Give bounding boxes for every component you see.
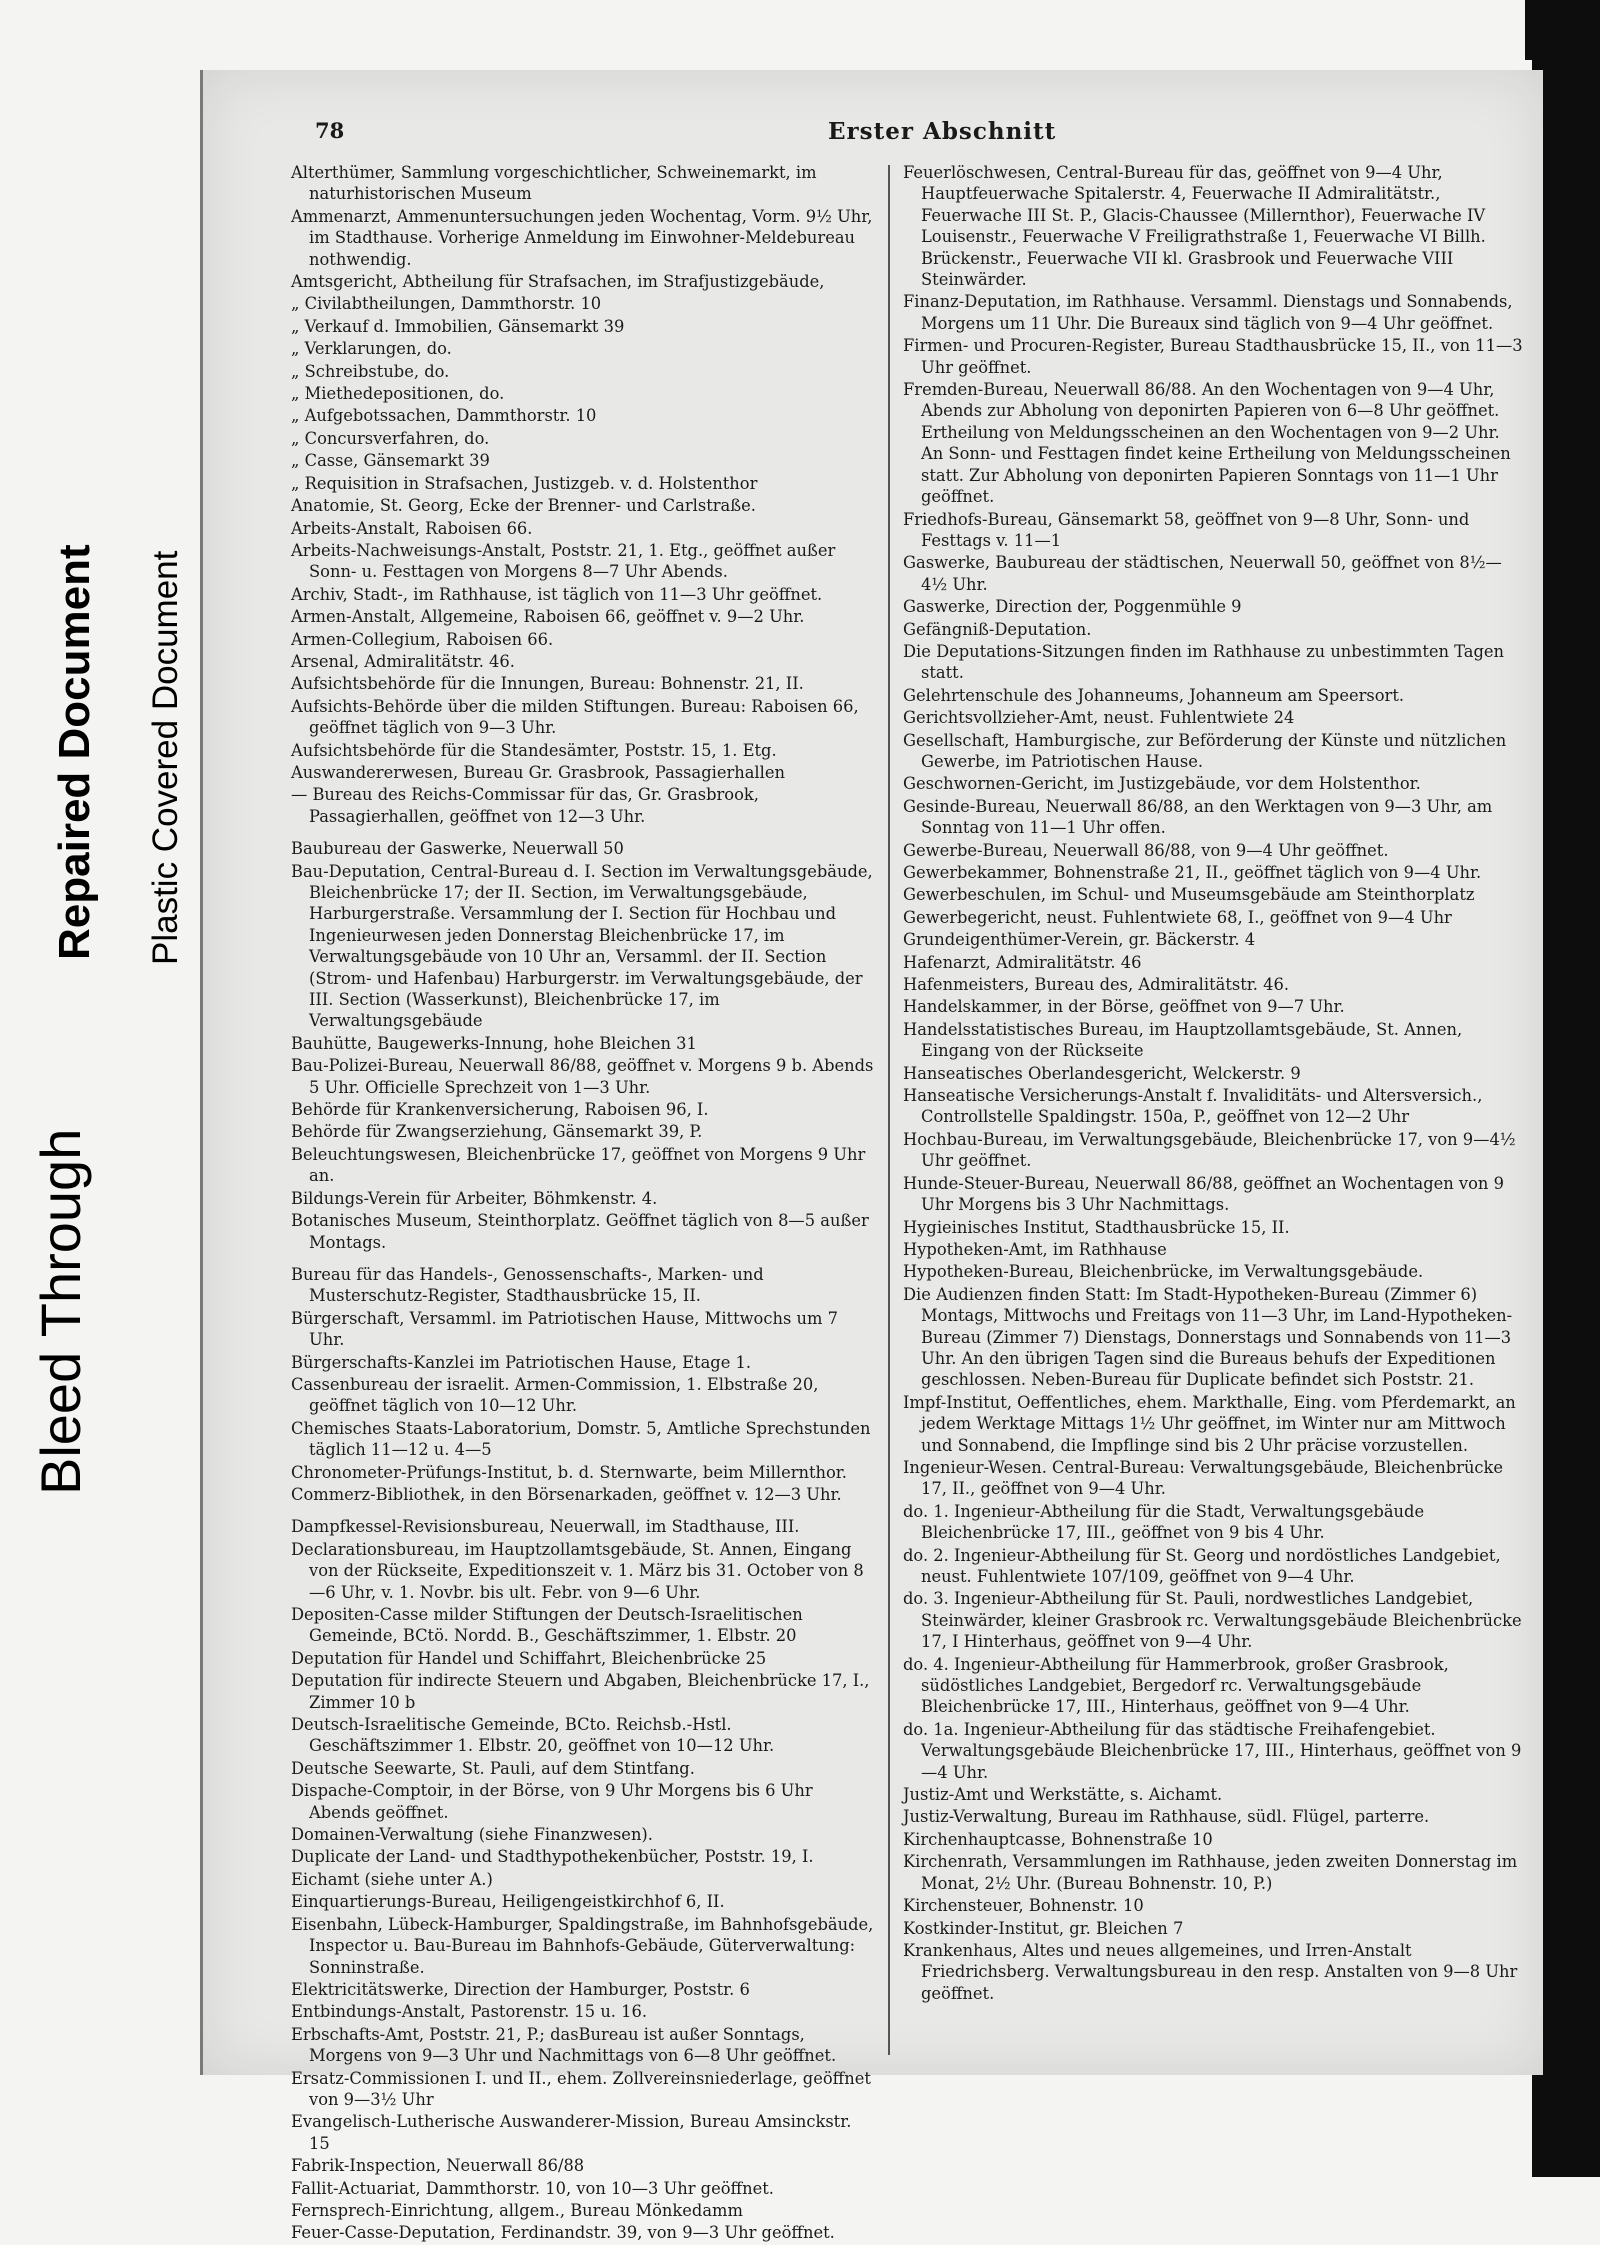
directory-entry: Gefängniß-Deputation. <box>903 619 1092 639</box>
directory-entry: Baubureau der Gaswerke, Neuerwall 50 <box>291 839 624 859</box>
directory-entry: do. 3. Ingenieur-Abtheilung für St. Pauli, nordwestliches Landgebiet, Steinwärder, kleiner Grasbrook rc. Verwaltungsgebäude Bleichenbrücke 17, I Hinterhaus, geöffnet von 9—4 Uhr. <box>903 1589 1522 1652</box>
directory-entry: do. 2. Ingenieur-Abtheilung für St. Georg und nordöstliches Landgebiet, neust. Fuhlentwiete 107/109, geöffnet von 9—4 Uhr. <box>903 1545 1501 1586</box>
directory-entry: Evangelisch-Lutherische Auswanderer-Mission, Bureau Amsinckstr. 15 <box>291 2112 852 2153</box>
entry-gap <box>291 1254 874 1264</box>
directory-entry: Justiz-Amt und Werkstätte, s. Aichamt. <box>903 1785 1223 1805</box>
directory-entry: Justiz-Verwaltung, Bureau im Rathhause, südl. Flügel, parterre. <box>903 1807 1430 1827</box>
directory-entry: — Bureau des Reichs-Commissar für das, Gr. Grasbrook, Passagierhallen, geöffnet von 12—3 Uhr. <box>291 785 759 826</box>
directory-entry: Bürgerschaft, Versamml. im Patriotischen Hause, Mittwochs um 7 Uhr. <box>291 1308 838 1350</box>
directory-entry: Bureau für das Handels-, Genossenschafts-, Marken- und Musterschutz-Register, Stadthausbrücke 15, II. <box>291 1264 764 1306</box>
directory-entry: Hafenarzt, Admiralitätstr. 46 <box>903 952 1142 972</box>
directory-entry: Armen-Collegium, Raboisen 66. <box>291 629 554 649</box>
directory-entry: Fallit-Actuariat, Dammthorstr. 10, von 10—3 Uhr geöffnet. <box>291 2178 774 2198</box>
directory-entry: Fabrik-Inspection, Neuerwall 86/88 <box>291 2156 585 2176</box>
directory-entry: Geschwornen-Gericht, im Justizgebäude, vor dem Holstenthor. <box>903 774 1421 794</box>
directory-entry: Auswandererwesen, Bureau Gr. Grasbrook, Passagierhallen <box>291 762 785 782</box>
directory-entry: Amtsgericht, Abtheilung für Strafsachen, im Strafjustizgebäude, <box>291 272 825 292</box>
directory-entry: do. 1. Ingenieur-Abtheilung für die Stadt, Verwaltungsgebäude Bleichenbrücke 17, III., geöffnet von 9 bis 4 Uhr. <box>903 1501 1425 1543</box>
directory-entry: Bildungs-Verein für Arbeiter, Böhmkenstr. 4. <box>291 1188 658 1208</box>
directory-entry: Commerz-Bibliothek, in den Börsenarkaden, geöffnet v. 12—3 Uhr. <box>291 1484 842 1504</box>
directory-entry: Kirchenhauptcasse, Bohnenstraße 10 <box>903 1829 1213 1849</box>
directory-entry: Hunde-Steuer-Bureau, Neuerwall 86/88, geöffnet an Wochentagen von 9 Uhr Morgens bis 3 Uhr Nachmittags. <box>903 1173 1504 1215</box>
directory-entry: Gaswerke, Direction der, Poggenmühle 9 <box>903 597 1242 617</box>
directory-entry: Ingenieur-Wesen. Central-Bureau: Verwaltungsgebäude, Bleichenbrücke 17, II., geöffnet von 9—4 Uhr. <box>903 1457 1504 1499</box>
directory-entry: Grundeigenthümer-Verein, gr. Bäckerstr. 4 <box>903 930 1256 950</box>
left-column <box>291 162 874 2245</box>
directory-entry: Arbeits-Anstalt, Raboisen 66. <box>291 518 533 538</box>
directory-entry: Gewerbegericht, neust. Fuhlentwiete 68, I., geöffnet von 9—4 Uhr <box>903 907 1452 927</box>
directory-entry: Arsenal, Admiralitätstr. 46. <box>291 651 515 671</box>
directory-entry: Hochbau-Bureau, im Verwaltungsgebäude, Bleichenbrücke 17, von 9—4½ Uhr geöffnet. <box>903 1129 1516 1171</box>
directory-entry: Aufsichtsbehörde für die Innungen, Bureau: Bohnenstr. 21, II. <box>291 674 804 694</box>
directory-entry: Feuerlöschwesen, Central-Bureau für das, geöffnet von 9—4 Uhr, Hauptfeuerwache Spitalerstr. 4, Feuerwache II Admiralitätstr., Feuerwache III St. P., Glacis-Chaussee (Millernthor), Feuerwache IV Louisenstr., Feuerwache V Freiligrathstraße 1, Feuerwache VI Billh. Brückenstr., Feuerwache VII kl. Grasbrook und Feuerwache VIII Steinwärder. <box>903 163 1486 290</box>
directory-entry: Cassenbureau der israelit. Armen-Commission, 1. Elbstraße 20, geöffnet täglich von 10—12 Uhr. <box>291 1374 819 1416</box>
directory-entry: „ Schreibstube, do. <box>291 361 450 381</box>
directory-entry: Gewerbekammer, Bohnenstraße 21, II., geöffnet täglich von 9—4 Uhr. <box>903 863 1482 882</box>
directory-entry: Finanz-Deputation, im Rathhause. Versamml. Dienstags und Sonnabends, Morgens um 11 Uhr. Die Bureaux sind täglich von 9—4 Uhr geöffnet. <box>903 292 1513 333</box>
directory-entry: „ Casse, Gänsemarkt 39 <box>291 451 490 471</box>
directory-entry: Behörde für Zwangserziehung, Gänsemarkt 39, P. <box>291 1122 703 1142</box>
directory-entry: „ Verkauf d. Immobilien, Gänsemarkt 39 <box>291 316 625 336</box>
directory-entry: „ Miethedepositionen, do. <box>291 384 505 404</box>
directory-entry: Bau-Deputation, Central-Bureau d. I. Section im Verwaltungsgebäude, Bleichenbrücke 17; der II. Section, im Verwaltungsgebäude, Harburgerstraße. Versammlung der I. Section für Hochbau und Ingenieurwesen jeden Donnerstag Bleichenbrücke 17, im Verwaltungsgebäude von 10 Uhr an, Versamml. der II. Section (Strom- und Hafenbau) Harburgerstr. im Verwaltungsgebäude, der III. Section (Wasserkunst), Bleichenbrücke 17, im Verwaltungsgebäude <box>291 861 873 1031</box>
directory-entry: Hypotheken-Amt, im Rathhause <box>903 1239 1167 1259</box>
directory-entry: Friedhofs-Bureau, Gänsemarkt 58, geöffnet von 9—8 Uhr, Sonn- und Festtags v. 11—1 <box>903 509 1470 550</box>
directory-entry: Firmen- und Procuren-Register, Bureau Stadthausbrücke 15, II., von 11—3 Uhr geöffnet. <box>903 336 1523 377</box>
directory-entry: Entbindungs-Anstalt, Pastorenstr. 15 u. 16. <box>291 2002 648 2022</box>
directory-entry: Die Audienzen finden Statt: Im Stadt-Hypotheken-Bureau (Zimmer 6) Montags, Mittwochs und Freitags von 11—3 Uhr, im Land-Hypotheken-Bureau (Zimmer 7) Dienstags, Donnerstags und Sonnabends von 11—3 Uhr. An den übrigen Tagen sind die Bureaus behufs der Expeditionen geschlossen. Neben-Bureau für Duplicate befindet sich Poststr. 21. <box>903 1284 1513 1390</box>
directory-entry: Impf-Institut, Oeffentliches, ehem. Markthalle, Eing. vom Pferdemarkt, an jedem Werktage Mittags 1½ Uhr geöffnet, im Winter nur am Mittwoch und Sonnabend, die Impflinge sind bis 2 Uhr präcise vorzustellen. <box>903 1392 1516 1455</box>
directory-entry: Beleuchtungswesen, Bleichenbrücke 17, geöffnet von Morgens 9 Uhr an. <box>291 1144 866 1186</box>
directory-entry: Ersatz-Commissionen I. und II., ehem. Zollvereinsniederlage, geöffnet von 9—3½ Uhr <box>291 2068 871 2109</box>
directory-entry: Einquartierungs-Bureau, Heiligengeistkirchhof 6, II. <box>291 1892 725 1912</box>
directory-entry: Gesinde-Bureau, Neuerwall 86/88, an den Werktagen von 9—3 Uhr, am Sonntag von 11—1 Uhr offen. <box>903 796 1493 838</box>
directory-entry: Duplicate der Land- und Stadthypothekenbücher, Poststr. 19, I. <box>291 1847 814 1867</box>
directory-entry: Anatomie, St. Georg, Ecke der Brenner- und Carlstraße. <box>291 496 756 516</box>
plastic-covered-label: Plastic Covered Document <box>146 550 185 965</box>
directory-entry: Depositen-Casse milder Stiftungen der Deutsch-Israelitischen Gemeinde, BCtö. Nordd. B., Geschäftszimmer, 1. Elbstr. 20 <box>291 1605 803 1646</box>
directory-entry: Fremden-Bureau, Neuerwall 86/88. An den Wochentagen von 9—4 Uhr, Abends zur Abholung von deponirten Papieren von 6—8 Uhr geöffnet. Ertheilung von Meldungsscheinen an den Wochentagen von 9—2 Uhr. An Sonn- und Festtagen findet keine Ertheilung von Meldungsscheinen statt. Zur Abholung von deponirten Papieren Sonntags von 11—1 Uhr geöffnet. <box>903 380 1511 507</box>
directory-entry: Deutsch-Israelitische Gemeinde, BCto. Reichsb.-Hstl. Geschäftszimmer 1. Elbstr. 20, geöffnet von 10—12 Uhr. <box>291 1715 775 1756</box>
directory-entry: „ Requisition in Strafsachen, Justizgeb. v. d. Holstenthor <box>291 473 758 493</box>
directory-entry: „ Concursverfahren, do. <box>291 428 490 448</box>
bleed-through-label: Bleed Through <box>29 1128 92 1495</box>
directory-entry: Kirchenrath, Versammlungen im Rathhause, jeden zweiten Donnerstag im Monat, 2½ Uhr. (Bureau Bohnenstr. 10, P.) <box>903 1852 1518 1893</box>
directory-entry: Behörde für Krankenversicherung, Raboisen 96, I. <box>291 1100 709 1120</box>
directory-entry: „ Civilabtheilungen, Dammthorstr. 10 <box>291 294 602 314</box>
directory-entry: Botanisches Museum, Steinthorplatz. Geöffnet täglich von 8—5 außer Montags. <box>291 1211 869 1252</box>
directory-entry: Bauhütte, Baugewerks-Innung, hohe Bleichen 31 <box>291 1033 697 1053</box>
directory-entry: Alterthümer, Sammlung vorgeschichtlicher, Schweinemarkt, im naturhistorischen Museum <box>291 163 817 204</box>
directory-entry: Archiv, Stadt-, im Rathhause, ist täglich von 11—3 Uhr geöffnet. <box>291 584 823 604</box>
page-number: 78 <box>315 118 345 143</box>
directory-entry: Kirchensteuer, Bohnenstr. 10 <box>903 1896 1144 1916</box>
directory-entry: Deutsche Seewarte, St. Pauli, auf dem Stintfang. <box>291 1758 695 1778</box>
directory-entry: Domainen-Verwaltung (siehe Finanzwesen). <box>291 1825 653 1845</box>
directory-entry: Gelehrtenschule des Johanneums, Johanneum am Speersort. <box>903 685 1405 705</box>
directory-entry: „ Aufgebotssachen, Dammthorstr. 10 <box>291 406 597 426</box>
directory-entry: Declarationsbureau, im Hauptzollamtsgebäude, St. Annen, Eingang von der Rückseite, Expeditionszeit v. 1. März bis 31. October von 8—6 Uhr, v. 1. Novbr. bis ult. Febr. von 9—6 Uhr. <box>291 1539 864 1602</box>
right-column <box>903 162 1523 2005</box>
directory-entry: Gesellschaft, Hamburgische, zur Beförderung der Künste und nützlichen Gewerbe, im Patriotischen Hause. <box>903 730 1507 771</box>
directory-entry: „ Verklarungen, do. <box>291 339 452 359</box>
column-divider <box>888 165 890 2055</box>
directory-entry: Arbeits-Nachweisungs-Anstalt, Poststr. 21, 1. Etg., geöffnet außer Sonn- u. Festtagen von Morgens 8—7 Uhr Abends. <box>291 540 836 582</box>
directory-entry: Bau-Polizei-Bureau, Neuerwall 86/88, geöffnet v. Morgens 9 b. Abends 5 Uhr. Officielle Sprechzeit von 1—3 Uhr. <box>291 1056 874 1097</box>
directory-entry: Kostkinder-Institut, gr. Bleichen 7 <box>903 1918 1184 1938</box>
document-page <box>200 70 1543 2243</box>
directory-entry: Hanseatisches Oberlandesgericht, Welckerstr. 9 <box>903 1063 1301 1083</box>
directory-entry: Hanseatische Versicherungs-Anstalt f. Invaliditäts- und Altersversich., Controllstelle Spaldingstr. 150a, P., geöffnet von 12—2 Uhr <box>903 1086 1483 1127</box>
directory-entry: Handelskammer, in der Börse, geöffnet von 9—7 Uhr. <box>903 997 1345 1017</box>
directory-entry: Die Deputations-Sitzungen finden im Rathhause zu unbestimmten Tagen statt. <box>903 641 1505 683</box>
directory-entry: Gaswerke, Baubureau der städtischen, Neuerwall 50, geöffnet von 8½—4½ Uhr. <box>903 553 1502 594</box>
directory-entry: Ammenarzt, Ammenuntersuchungen jeden Wochentag, Vorm. 9½ Uhr, im Stadthause. Vorherige Anmeldung im Einwohner-Meldebureau nothwendig. <box>291 206 873 269</box>
directory-entry: Aufsichts-Behörde über die milden Stiftungen. Bureau: Raboisen 66, geöffnet täglich von 9—3 Uhr. <box>291 696 859 738</box>
directory-entry: do. 4. Ingenieur-Abtheilung für Hammerbrook, großer Grasbrook, südöstliches Landgebiet, Bergedorf rc. Verwaltungsgebäude Bleichenbrücke 17, III., Hinterhaus, geöffnet von 9—4 Uhr. <box>903 1654 1449 1717</box>
directory-entry: Bürgerschafts-Kanzlei im Patriotischen Hause, Etage 1. <box>291 1352 752 1372</box>
directory-entry: Deputation für Handel und Schiffahrt, Bleichenbrücke 25 <box>291 1648 767 1668</box>
directory-entry: Elektricitätswerke, Direction der Hamburger, Poststr. 6 <box>291 1979 750 1999</box>
directory-entry: Eichamt (siehe unter A.) <box>291 1869 493 1889</box>
directory-entry: do. 1a. Ingenieur-Abtheilung für das städtische Freihafengebiet. Verwaltungsgebäude Bleichenbrücke 17, III., Hinterhaus, geöffnet von 9—4 Uhr. <box>903 1719 1522 1782</box>
directory-entry: Chronometer-Prüfungs-Institut, b. d. Sternwarte, beim Millernthor. <box>291 1462 847 1482</box>
directory-entry: Aufsichtsbehörde für die Standesämter, Poststr. 15, 1. Etg. <box>291 740 777 760</box>
directory-entry: Eisenbahn, Lübeck-Hamburger, Spaldingstraße, im Bahnhofsgebäude, Inspector u. Bau-Bureau im Bahnhofs-Gebäude, Güterverwaltung: Sonninstraße. <box>291 1914 874 1977</box>
directory-entry: Gewerbe-Bureau, Neuerwall 86/88, von 9—4 Uhr geöffnet. <box>903 840 1389 860</box>
directory-entry: Hygieinisches Institut, Stadthausbrücke 15, II. <box>903 1217 1290 1237</box>
entry-gap <box>291 828 874 838</box>
page-header: Erster Abschnitt <box>828 118 1057 145</box>
directory-entry: Gewerbeschulen, im Schul- und Museumsgebäude am Steinthorplatz <box>903 885 1475 905</box>
directory-entry: Gerichtsvollzieher-Amt, neust. Fuhlentwiete 24 <box>903 708 1295 728</box>
directory-entry: Armen-Anstalt, Allgemeine, Raboisen 66, geöffnet v. 9—2 Uhr. <box>291 607 805 627</box>
entry-gap <box>291 1506 874 1516</box>
repaired-document-label: Repaired Document <box>50 544 99 960</box>
directory-entry: Hafenmeisters, Bureau des, Admiralitätstr. 46. <box>903 975 1290 995</box>
directory-entry: Dampfkessel-Revisionsbureau, Neuerwall, im Stadthause, III. <box>291 1517 800 1537</box>
directory-entry: Chemisches Staats-Laboratorium, Domstr. 5, Amtliche Sprechstunden täglich 11—12 u. 4—5 <box>291 1418 871 1460</box>
directory-entry: Dispache-Comptoir, in der Börse, von 9 Uhr Morgens bis 6 Uhr Abends geöffnet. <box>291 1781 813 1822</box>
directory-entry: Fernsprech-Einrichtung, allgem., Bureau Mönkedamm <box>291 2200 743 2220</box>
directory-entry: Handelsstatistisches Bureau, im Hauptzollamtsgebäude, St. Annen, Eingang von der Rückseite <box>903 1019 1463 1061</box>
directory-entry: Deputation für indirecte Steuern und Abgaben, Bleichenbrücke 17, I., Zimmer 10 b <box>291 1671 870 1712</box>
directory-entry: Feuer-Casse-Deputation, Ferdinandstr. 39, von 9—3 Uhr geöffnet. <box>291 2223 835 2243</box>
directory-entry: Krankenhaus, Altes und neues allgemeines, und Irren-Anstalt Friedrichsberg. Verwaltungsbureau in den resp. Anstalten von 9—8 Uhr geöffnet. <box>903 1940 1518 2003</box>
directory-entry: Erbschafts-Amt, Poststr. 21, P.; dasBureau ist außer Sonntags, Morgens von 9—3 Uhr und Nachmittags von 6—8 Uhr geöffnet. <box>291 2024 837 2066</box>
directory-entry: Hypotheken-Bureau, Bleichenbrücke, im Verwaltungsgebäude. <box>903 1262 1424 1282</box>
